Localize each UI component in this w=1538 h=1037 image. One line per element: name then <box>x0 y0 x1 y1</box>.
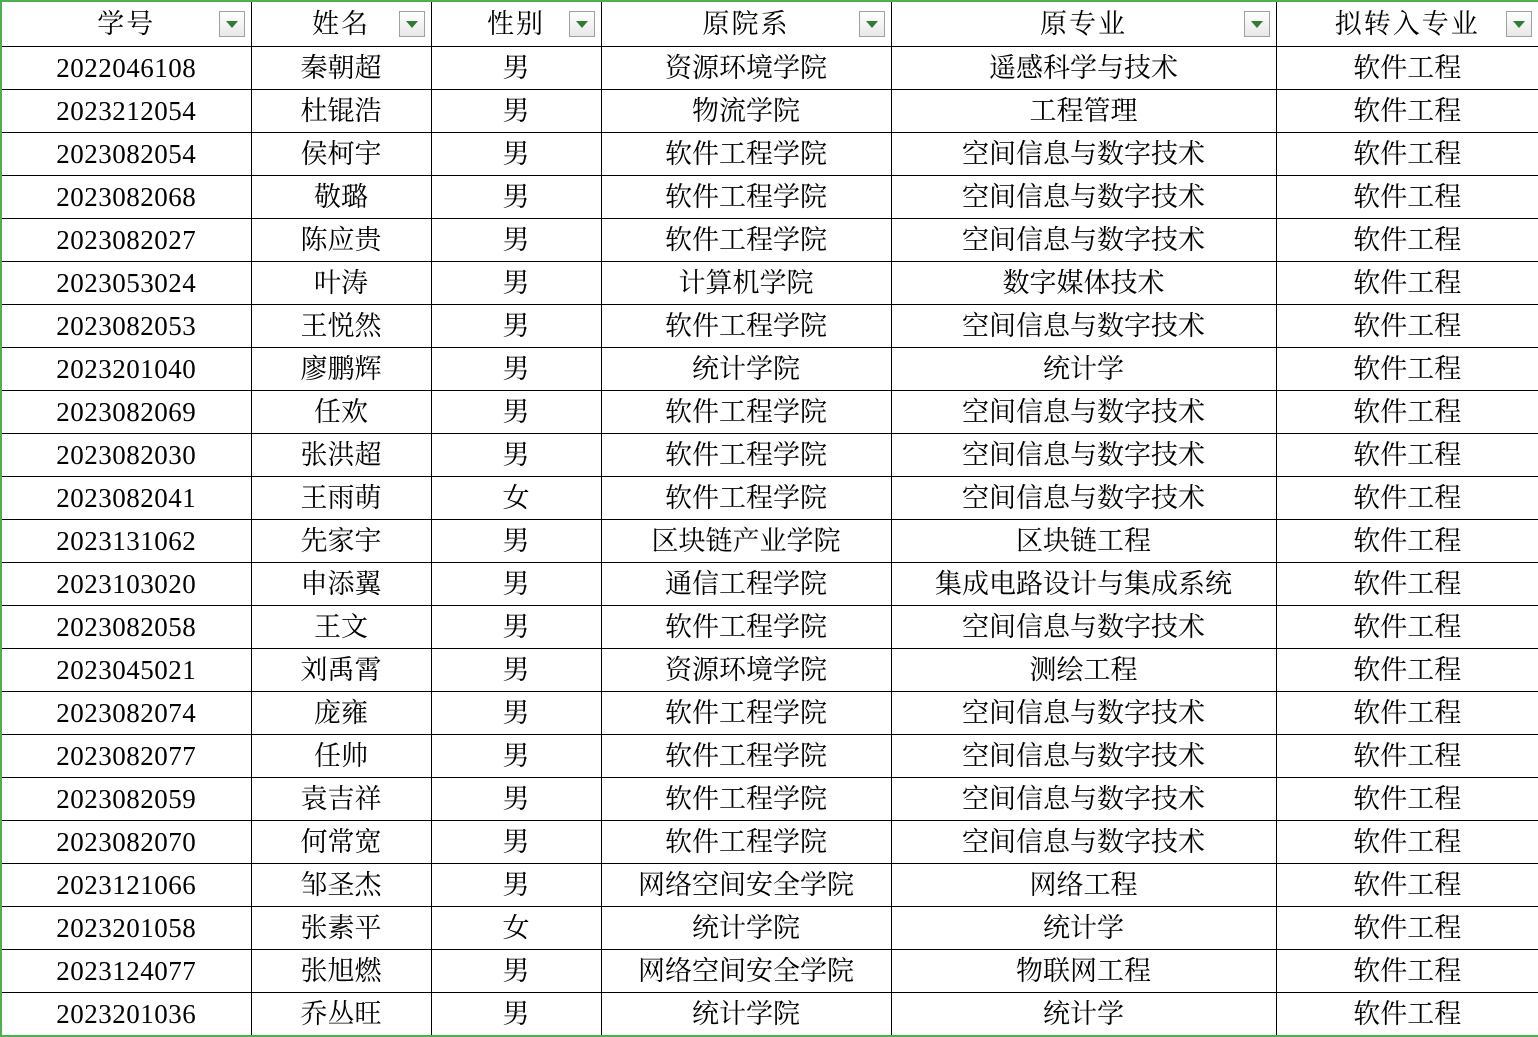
cell-major[interactable]: 区块链工程 <box>891 520 1276 563</box>
cell-major[interactable]: 空间信息与数字技术 <box>891 391 1276 434</box>
cell-id[interactable]: 2023082070 <box>1 821 251 864</box>
cell-sex[interactable]: 男 <box>431 950 601 993</box>
cell-sex[interactable]: 男 <box>431 649 601 692</box>
cell-dept[interactable]: 软件工程学院 <box>601 606 891 649</box>
cell-major[interactable]: 空间信息与数字技术 <box>891 305 1276 348</box>
cell-to[interactable]: 软件工程 <box>1276 563 1538 606</box>
cell-name[interactable]: 何常宽 <box>251 821 431 864</box>
cell-to[interactable]: 软件工程 <box>1276 606 1538 649</box>
cell-sex[interactable]: 男 <box>431 563 601 606</box>
column-header-sex <box>431 1 601 47</box>
cell-major[interactable]: 空间信息与数字技术 <box>891 477 1276 520</box>
column-header-label: 学号 <box>97 8 156 39</box>
cell-major[interactable]: 空间信息与数字技术 <box>891 176 1276 219</box>
cell-name[interactable]: 杜锟浩 <box>251 90 431 133</box>
cell-id[interactable]: 2023082041 <box>1 477 251 520</box>
cell-major[interactable]: 空间信息与数字技术 <box>891 606 1276 649</box>
table-row <box>1 391 1538 434</box>
cell-name[interactable]: 敬璐 <box>251 176 431 219</box>
cell-major[interactable]: 统计学 <box>891 993 1276 1037</box>
cell-id[interactable]: 2023212054 <box>1 90 251 133</box>
cell-sex[interactable]: 男 <box>431 993 601 1037</box>
table-row <box>1 606 1538 649</box>
cell-major[interactable]: 遥感科学与技术 <box>891 47 1276 90</box>
cell-name[interactable]: 任欢 <box>251 391 431 434</box>
cell-id[interactable]: 2023082053 <box>1 305 251 348</box>
filter-dropdown-icon[interactable] <box>219 11 245 37</box>
cell-sex[interactable]: 男 <box>431 778 601 821</box>
cell-to[interactable]: 软件工程 <box>1276 735 1538 778</box>
cell-sex[interactable]: 女 <box>431 477 601 520</box>
cell-dept[interactable]: 资源环境学院 <box>601 649 891 692</box>
cell-dept[interactable]: 软件工程学院 <box>601 821 891 864</box>
cell-dept[interactable]: 统计学院 <box>601 907 891 950</box>
cell-dept[interactable]: 软件工程学院 <box>601 477 891 520</box>
cell-id[interactable]: 2023045021 <box>1 649 251 692</box>
cell-to[interactable]: 软件工程 <box>1276 47 1538 90</box>
table-row <box>1 434 1538 477</box>
cell-id[interactable]: 2023082074 <box>1 692 251 735</box>
cell-dept[interactable]: 软件工程学院 <box>601 219 891 262</box>
cell-major[interactable]: 空间信息与数字技术 <box>891 434 1276 477</box>
table-row <box>1 176 1538 219</box>
cell-name[interactable]: 张素平 <box>251 907 431 950</box>
cell-major[interactable]: 统计学 <box>891 907 1276 950</box>
cell-major[interactable]: 空间信息与数字技术 <box>891 821 1276 864</box>
cell-to[interactable]: 软件工程 <box>1276 864 1538 907</box>
table-row <box>1 907 1538 950</box>
cell-sex[interactable]: 男 <box>431 434 601 477</box>
cell-major[interactable]: 空间信息与数字技术 <box>891 735 1276 778</box>
cell-sex[interactable]: 男 <box>431 262 601 305</box>
cell-major[interactable]: 统计学 <box>891 348 1276 391</box>
cell-name[interactable]: 袁吉祥 <box>251 778 431 821</box>
cell-dept[interactable]: 统计学院 <box>601 993 891 1037</box>
cell-sex[interactable]: 男 <box>431 90 601 133</box>
cell-to[interactable]: 软件工程 <box>1276 348 1538 391</box>
table-row <box>1 47 1538 90</box>
cell-sex[interactable]: 男 <box>431 391 601 434</box>
cell-major[interactable]: 测绘工程 <box>891 649 1276 692</box>
cell-sex[interactable]: 男 <box>431 305 601 348</box>
cell-major[interactable]: 工程管理 <box>891 90 1276 133</box>
cell-major[interactable]: 物联网工程 <box>891 950 1276 993</box>
column-header-wrap <box>1281 2 1535 46</box>
cell-name[interactable]: 叶涛 <box>251 262 431 305</box>
column-header-label: 姓名 <box>312 8 370 39</box>
cell-major[interactable]: 空间信息与数字技术 <box>891 219 1276 262</box>
filter-dropdown-icon[interactable] <box>1506 11 1532 37</box>
cell-to[interactable]: 软件工程 <box>1276 821 1538 864</box>
cell-to[interactable]: 软件工程 <box>1276 262 1538 305</box>
column-header-wrap <box>896 2 1272 46</box>
column-header-wrap <box>606 2 887 46</box>
chevron-down-icon <box>1513 21 1525 28</box>
cell-major[interactable]: 空间信息与数字技术 <box>891 692 1276 735</box>
cell-dept[interactable]: 软件工程学院 <box>601 735 891 778</box>
cell-to[interactable]: 软件工程 <box>1276 305 1538 348</box>
table-row <box>1 133 1538 176</box>
column-header-label: 性别 <box>487 8 545 39</box>
filter-dropdown-icon[interactable] <box>569 11 595 37</box>
cell-id[interactable]: 2023201036 <box>1 993 251 1037</box>
cell-to[interactable]: 软件工程 <box>1276 477 1538 520</box>
cell-id[interactable]: 2023124077 <box>1 950 251 993</box>
cell-name[interactable]: 任帅 <box>251 735 431 778</box>
column-header-name <box>251 1 431 47</box>
cell-to[interactable]: 软件工程 <box>1276 649 1538 692</box>
cell-id[interactable]: 2023121066 <box>1 864 251 907</box>
cell-dept[interactable]: 物流学院 <box>601 90 891 133</box>
cell-name[interactable]: 王文 <box>251 606 431 649</box>
cell-sex[interactable]: 男 <box>431 219 601 262</box>
cell-name[interactable]: 王雨萌 <box>251 477 431 520</box>
cell-name[interactable]: 张旭燃 <box>251 950 431 993</box>
cell-to[interactable]: 软件工程 <box>1276 90 1538 133</box>
table-row <box>1 262 1538 305</box>
cell-id[interactable]: 2023082058 <box>1 606 251 649</box>
cell-dept[interactable]: 软件工程学院 <box>601 434 891 477</box>
table-row <box>1 649 1538 692</box>
cell-to[interactable]: 软件工程 <box>1276 176 1538 219</box>
cell-to[interactable]: 软件工程 <box>1276 692 1538 735</box>
table-row <box>1 219 1538 262</box>
cell-dept[interactable]: 软件工程学院 <box>601 778 891 821</box>
table-row <box>1 993 1538 1037</box>
cell-name[interactable]: 申添翼 <box>251 563 431 606</box>
chevron-down-icon <box>406 21 418 28</box>
table-row <box>1 950 1538 993</box>
cell-id[interactable]: 2023082059 <box>1 778 251 821</box>
cell-sex[interactable]: 男 <box>431 348 601 391</box>
cell-dept[interactable]: 统计学院 <box>601 348 891 391</box>
cell-name[interactable]: 先家宇 <box>251 520 431 563</box>
cell-name[interactable]: 乔丛旺 <box>251 993 431 1037</box>
cell-dept[interactable]: 区块链产业学院 <box>601 520 891 563</box>
table-row <box>1 692 1538 735</box>
cell-to[interactable]: 软件工程 <box>1276 993 1538 1037</box>
table-body <box>1 47 1538 1037</box>
cell-to[interactable]: 软件工程 <box>1276 133 1538 176</box>
cell-sex[interactable]: 男 <box>431 692 601 735</box>
cell-sex[interactable]: 男 <box>431 47 601 90</box>
cell-dept[interactable]: 软件工程学院 <box>601 305 891 348</box>
cell-id[interactable]: 2023103020 <box>1 563 251 606</box>
table-row <box>1 563 1538 606</box>
table-header <box>1 1 1538 47</box>
cell-to[interactable]: 软件工程 <box>1276 219 1538 262</box>
column-header-wrap <box>6 2 247 46</box>
cell-major[interactable]: 空间信息与数字技术 <box>891 133 1276 176</box>
column-header-to <box>1276 1 1538 47</box>
cell-to[interactable]: 软件工程 <box>1276 520 1538 563</box>
cell-dept[interactable]: 软件工程学院 <box>601 133 891 176</box>
column-header-label: 原院系 <box>702 8 790 39</box>
cell-id[interactable]: 2023201040 <box>1 348 251 391</box>
cell-to[interactable]: 软件工程 <box>1276 778 1538 821</box>
table-row <box>1 735 1538 778</box>
filter-dropdown-icon[interactable] <box>859 11 885 37</box>
cell-dept[interactable]: 网络空间安全学院 <box>601 950 891 993</box>
cell-id[interactable]: 2023082054 <box>1 133 251 176</box>
cell-to[interactable]: 软件工程 <box>1276 391 1538 434</box>
column-header-id <box>1 1 251 47</box>
cell-name[interactable]: 侯柯宇 <box>251 133 431 176</box>
cell-dept[interactable]: 软件工程学院 <box>601 692 891 735</box>
cell-dept[interactable]: 计算机学院 <box>601 262 891 305</box>
cell-id[interactable]: 2023082027 <box>1 219 251 262</box>
cell-dept[interactable]: 网络空间安全学院 <box>601 864 891 907</box>
cell-sex[interactable]: 男 <box>431 176 601 219</box>
cell-sex[interactable]: 男 <box>431 735 601 778</box>
cell-id[interactable]: 2023082068 <box>1 176 251 219</box>
cell-id[interactable]: 2023131062 <box>1 520 251 563</box>
table-row <box>1 90 1538 133</box>
cell-major[interactable]: 网络工程 <box>891 864 1276 907</box>
chevron-down-icon <box>1251 21 1263 28</box>
cell-to[interactable]: 软件工程 <box>1276 950 1538 993</box>
cell-id[interactable]: 2023053024 <box>1 262 251 305</box>
table-row <box>1 477 1538 520</box>
cell-dept[interactable]: 软件工程学院 <box>601 176 891 219</box>
column-header-wrap <box>436 2 597 46</box>
table-row <box>1 864 1538 907</box>
filter-dropdown-icon[interactable] <box>399 11 425 37</box>
chevron-down-icon <box>866 21 878 28</box>
column-header-major <box>891 1 1276 47</box>
filter-dropdown-icon[interactable] <box>1244 11 1270 37</box>
cell-id[interactable]: 2023201058 <box>1 907 251 950</box>
cell-to[interactable]: 软件工程 <box>1276 907 1538 950</box>
cell-sex[interactable]: 男 <box>431 821 601 864</box>
cell-name[interactable]: 张洪超 <box>251 434 431 477</box>
cell-sex[interactable]: 男 <box>431 520 601 563</box>
table-row <box>1 520 1538 563</box>
cell-sex[interactable]: 男 <box>431 606 601 649</box>
cell-dept[interactable]: 通信工程学院 <box>601 563 891 606</box>
cell-dept[interactable]: 软件工程学院 <box>601 391 891 434</box>
cell-name[interactable]: 庞雍 <box>251 692 431 735</box>
column-header-wrap <box>256 2 427 46</box>
cell-name[interactable]: 刘禹霄 <box>251 649 431 692</box>
table-row <box>1 348 1538 391</box>
table-row <box>1 821 1538 864</box>
table-row <box>1 305 1538 348</box>
table-row <box>1 778 1538 821</box>
cell-id[interactable]: 2023082030 <box>1 434 251 477</box>
cell-id[interactable]: 2022046108 <box>1 47 251 90</box>
cell-name[interactable]: 廖鹏辉 <box>251 348 431 391</box>
header-row <box>1 1 1538 47</box>
cell-to[interactable]: 软件工程 <box>1276 434 1538 477</box>
cell-name[interactable]: 陈应贵 <box>251 219 431 262</box>
cell-dept[interactable]: 资源环境学院 <box>601 47 891 90</box>
cell-major[interactable]: 集成电路设计与集成系统 <box>891 563 1276 606</box>
cell-name[interactable]: 秦朝超 <box>251 47 431 90</box>
cell-sex[interactable]: 男 <box>431 133 601 176</box>
column-header-dept <box>601 1 891 47</box>
cell-id[interactable]: 2023082069 <box>1 391 251 434</box>
chevron-down-icon <box>226 21 238 28</box>
column-header-label: 原专业 <box>1040 8 1127 39</box>
cell-sex[interactable]: 女 <box>431 907 601 950</box>
cell-name[interactable]: 王悦然 <box>251 305 431 348</box>
cell-id[interactable]: 2023082077 <box>1 735 251 778</box>
chevron-down-icon <box>576 21 588 28</box>
cell-name[interactable]: 邹圣杰 <box>251 864 431 907</box>
cell-sex[interactable]: 男 <box>431 864 601 907</box>
column-header-label: 拟转入专业 <box>1334 8 1480 39</box>
cell-major[interactable]: 空间信息与数字技术 <box>891 778 1276 821</box>
cell-major[interactable]: 数字媒体技术 <box>891 262 1276 305</box>
